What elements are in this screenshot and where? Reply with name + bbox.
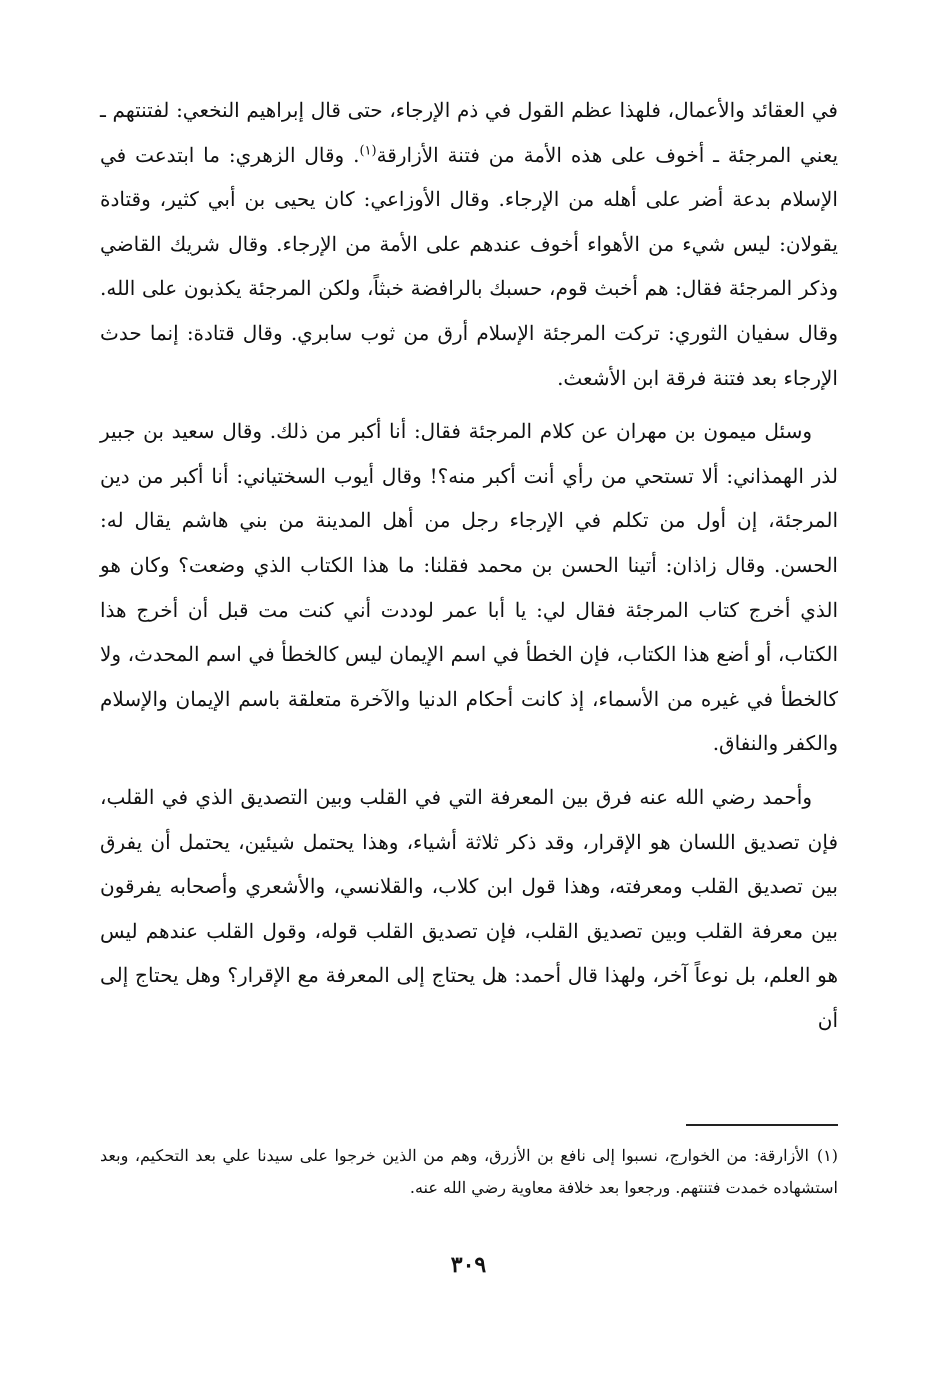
footnote-reference: (١) [359,142,377,158]
paragraph-1-text-after: . وقال الزهري: ما ابتدعت في الإسلام بدعة أضر على أهله من الإرجاء. وقال الأوزاعي: كان يحيى بن أبي كثير، وقتادة يقولان: ليس شيء من الأهواء أخوف عندهم على الأمة من الإرجاء. وقال شريك القاضي وذكر المرجئة فقال: هم أخبث قوم، حسبك بالرافضة خبثاً، ولكن المرجئة يكذبون على الله. وقال سفيان الثوري: تركت المرجئة الإسلام أرق من ثوب سابري. وقال قتادة: إنما حدث الإرجاء بعد فتنة فرقة ابن الأشعث. [100,142,838,390]
paragraph-1 [100,88,838,400]
paragraph-3: وأحمد رضي الله عنه فرق بين المعرفة التي في القلب وبين التصديق الذي في القلب، فإن تصديق اللسان هو الإقرار، وقد ذكر ثلاثة أشياء، وهذا يحتمل شيئين، يحتمل أن يفرق بين تصديق القلب ومعرفته، وهذا قول ابن كلاب، والقلانسي، والأشعري وأصحابه يفرقون بين معرفة القلب وبين تصديق القلب، فإن تصديق القلب قوله، وقول القلب عندهم ليس هو العلم، بل نوعاً آخر، ولهذا قال أحمد: هل يحتاج إلى المعرفة مع الإقرار؟ وهل يحتاج إلى أن [100,784,838,1032]
footnote [100,1140,838,1204]
page-number: ٣٠٩ [450,1252,487,1278]
paragraph-1-text: في العقائد والأعمال، فلهذا عظم القول في ذم الإرجاء، حتى قال إبراهيم النخعي: لفتنتهم ـ يعني المرجئة ـ أخوف على هذه الأمة من فتنة الأزارقة [100,98,839,167]
footnote-divider [686,1124,838,1126]
footnote-text: الأزارقة: من الخوارج، نسبوا إلى نافع بن الأزرق، وهم من الذين خرجوا على سيدنا علي بعد التحكيم، وبعد استشهاده خمدت فتنتهم. ورجعوا بعد خلافة معاوية رضي الله عنه. [100,1146,838,1197]
paragraph-2: وسئل ميمون بن مهران عن كلام المرجئة فقال: أنا أكبر من ذلك. وقال سعيد بن جبير لذر الهمذاني: ألا تستحي من رأي أنت أكبر منه؟! وقال أيوب السختياني: أنا أكبر من دين المرجئة، إن أول من تكلم في الإرجاء رجل من أهل المدينة من بني هاشم يقال له: الحسن. وقال زاذان: أتينا الحسن بن محمد فقلنا: ما هذا الكتاب الذي وضعت؟ وكان هو الذي أخرج كتاب المرجئة فقال لي: يا أبا عمر لوددت أني كنت مت قبل أن أخرج هذا الكتاب، أو أضع هذا الكتاب، فإن الخطأ في اسم الإيمان ليس كالخطأ في اسم المحدث، ولا كالخطأ في غيره من الأسماء، إذ كانت أحكام الدنيا والآخرة متعلقة باسم الإيمان والإسلام والكفر والنفاق. [100,419,838,756]
footnote-label: (١) [816,1146,838,1165]
main-text [100,88,838,1042]
